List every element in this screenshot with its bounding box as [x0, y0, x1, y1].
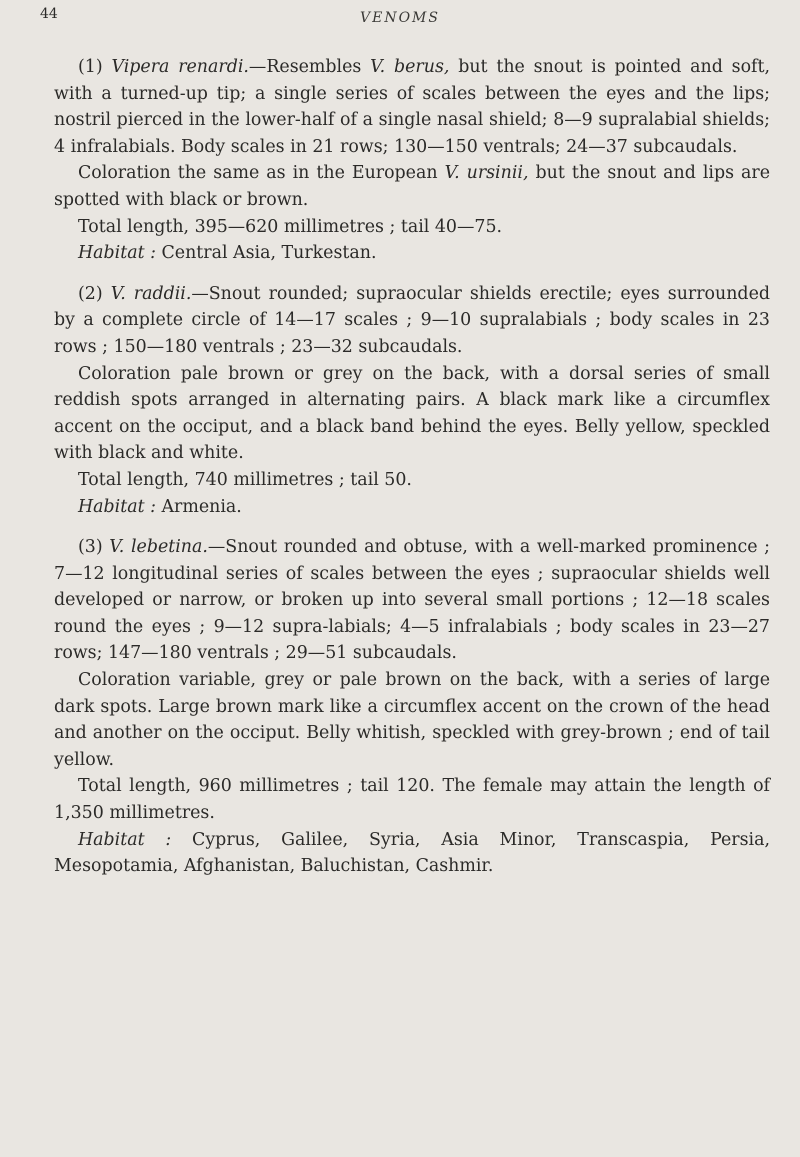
page-body [54, 54, 770, 880]
page-header [0, 4, 800, 36]
species-name: V. lebetina. [109, 537, 208, 558]
species-name: V. raddii. [110, 283, 192, 304]
description-text: —Resembles [248, 57, 371, 77]
species-description [54, 534, 770, 667]
description-text: but the snout is pointed and soft, with a turned-up tip; a single series of scales between the eyes and the lips; nostril pierced in the lower-half of a single nasal shield; 8—9 supralabial shields; 4 infralabials. Body scales in 21 rows; 130—150 ventrals; 24—37 subcaudals. [54, 57, 771, 157]
habitat-text: Cyprus, Galilee, Syria, Asia Minor, Transcaspia, Persia, Mesopotamia, Afghanistan, Baluchistan, Cashmir. [54, 829, 771, 877]
reference-species: V. ursinii, [444, 163, 529, 184]
running-title: VENOMS [360, 10, 440, 26]
length-paragraph: Total length, 960 millimetres ; tail 120. The female may attain the length of 1,350 millimetres. [54, 776, 770, 824]
coloration-text: but the snout and lips are spotted with black or brown. [54, 163, 770, 210]
entry-number: (1) [78, 57, 103, 77]
habitat-label: Habitat : [78, 829, 172, 850]
species-description [54, 54, 770, 160]
species-name: Vipera renardi. [111, 57, 249, 77]
coloration-text: Coloration the same as in the European [78, 163, 445, 184]
page-number: 44 [40, 6, 58, 22]
coloration-paragraph: Coloration pale brown or grey on the back, with a dorsal series of small reddish spots arranged in alternating pairs. A black mark like a circumflex accent on the occiput, and a black band behind the eyes. Belly yellow, speckled with black and white. [54, 363, 770, 464]
length-paragraph: Total length, 395—620 millimetres ; tail 40—75. [78, 216, 503, 237]
coloration-paragraph [54, 160, 770, 213]
entry-number: (3) [78, 537, 103, 558]
reference-species: V. berus, [370, 57, 450, 77]
description-text: —Snout rounded and obtuse, with a well-marked prominence ; 7—12 longitudinal series of scales between the eyes ; supraocular shields well developed or narrow, or broken up into several small portions ; 12—18 scales round the eyes ; 9—12 supra-labials; 4—5 infralabials ; body scales in 23—27 rows; 147—180 ventrals ; 29—51 subcaudals. [54, 537, 770, 664]
habitat-label: Habitat : [78, 496, 156, 517]
species-description [54, 281, 770, 361]
habitat-paragraph [54, 494, 770, 521]
entry-number: (2) [78, 283, 103, 304]
habitat-text: Armenia. [155, 496, 242, 517]
description-text: —Snout rounded; supraocular shields erectile; eyes surrounded by a complete circle of 14—17 scales ; 9—10 supralabials ; body scales in 23 rows ; 150—180 ventrals ; 23—32 subcaudals. [54, 283, 770, 357]
habitat-paragraph [54, 240, 770, 267]
habitat-paragraph [54, 827, 770, 880]
coloration-paragraph: Coloration variable, grey or pale brown on the back, with a series of large dark spots. Large brown mark like a circumflex accent on the crown of the head and another on the occiput. Belly whitish, speckled with grey-brown ; end of tail yellow. [54, 670, 770, 770]
habitat-label: Habitat : [78, 243, 156, 264]
habitat-text: Central Asia, Turkestan. [155, 243, 377, 264]
length-paragraph: Total length, 740 millimetres ; tail 50. [78, 469, 412, 490]
